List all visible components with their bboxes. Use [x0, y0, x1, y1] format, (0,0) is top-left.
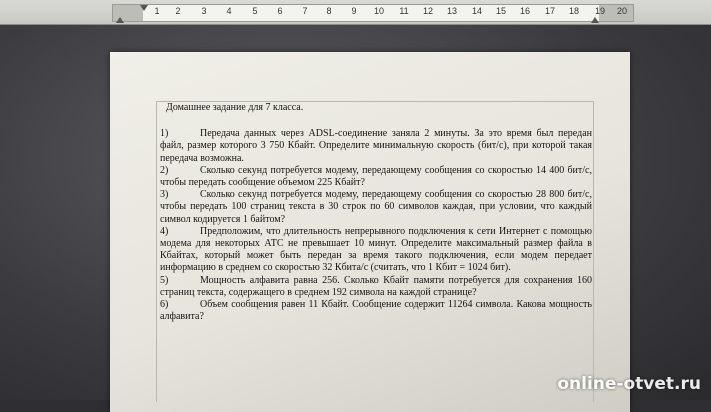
- question-number: 1): [160, 128, 169, 140]
- ruler-number: 7: [302, 6, 308, 16]
- ruler-number: 14: [471, 6, 483, 16]
- question-4: [160, 226, 592, 275]
- left-indent-marker[interactable]: [116, 17, 124, 23]
- question-text: Объем сообщения равен 11 Кбайт. Сообщение содержит 11264 символа. Какова мощность алфавита?: [160, 299, 592, 323]
- ruler-number: 13: [446, 6, 458, 16]
- ruler-number: 12: [422, 6, 434, 16]
- ruler-number: 3: [201, 6, 207, 16]
- ruler-number: 5: [252, 6, 258, 16]
- question-5: [160, 275, 592, 299]
- ruler-number: 17: [544, 6, 556, 16]
- question-text: Сколько секунд потребуется модему, передающему сообщения со скоростью 14 400 бит/с, чтобы передать сообщение объемом 225 Кбайт?: [160, 164, 592, 189]
- document-body[interactable]: [160, 102, 592, 323]
- ruler-number: 1: [154, 6, 160, 16]
- right-indent-marker[interactable]: [591, 17, 599, 23]
- question-3: [160, 189, 592, 226]
- document-page[interactable]: [110, 52, 630, 412]
- question-text: Предположим, что длительность непрерывного подключения к сети Интернет с помощью модема для некоторых АТС не превышает 10 минут. Определите максимальный размер файла в Кбайтах, который может быть передан за время такого подключения, если модем передает информацию в среднем со скоростью 32 Кбита/с (считать, что 1 Кбит = 1024 бит).: [160, 225, 592, 274]
- ruler-number: 15: [495, 6, 507, 16]
- ruler-number: 10: [373, 6, 385, 16]
- ruler-number: 9: [351, 6, 357, 16]
- ruler-number: 11: [399, 6, 409, 16]
- question-number: 2): [160, 164, 169, 176]
- ruler-number: 8: [326, 6, 332, 16]
- ruler-number: 19: [594, 6, 606, 16]
- site-watermark: online-otvet.ru: [557, 374, 701, 394]
- question-1: [160, 128, 592, 165]
- ruler-strip[interactable]: [112, 4, 634, 22]
- ruler-number: 18: [568, 6, 580, 16]
- question-6: [160, 299, 592, 323]
- first-line-indent-marker[interactable]: [140, 5, 148, 11]
- ruler-number: 2: [175, 6, 181, 16]
- question-number: 3): [160, 189, 169, 201]
- ruler-number: 16: [519, 6, 531, 16]
- document-title: Домашнее задание для 7 класса.: [166, 102, 304, 113]
- horizontal-ruler[interactable]: [0, 0, 711, 25]
- question-number: 6): [160, 299, 169, 311]
- question-text: Сколько секунд потребуется модему, передающему сообщения со скоростью 28 800 бит/с, чтобы передать 100 страниц текста в 30 строк по 60 символов каждая, при условии, что каждый символ кодируется 1 байтом?: [160, 189, 592, 225]
- ruler-number: 4: [226, 6, 232, 16]
- question-number: 4): [160, 225, 169, 237]
- ruler-number: 20: [616, 6, 628, 16]
- question-text: Мощность алфавита равна 256. Сколько Кбайт памяти потребуется для сохранения 160 страниц текста, содержащего в среднем 192 символа на каждой странице?: [160, 274, 592, 298]
- question-2: [160, 165, 592, 189]
- ruler-number: 6: [277, 6, 283, 16]
- question-number: 5): [160, 274, 169, 286]
- question-text: Передача данных через ADSL-соединение заняла 2 минуты. За это время был передан файл, размер которого 3 750 Кбайт. Определите минимальную скорость (бит/с), при которой такая передача возможна.: [160, 128, 592, 164]
